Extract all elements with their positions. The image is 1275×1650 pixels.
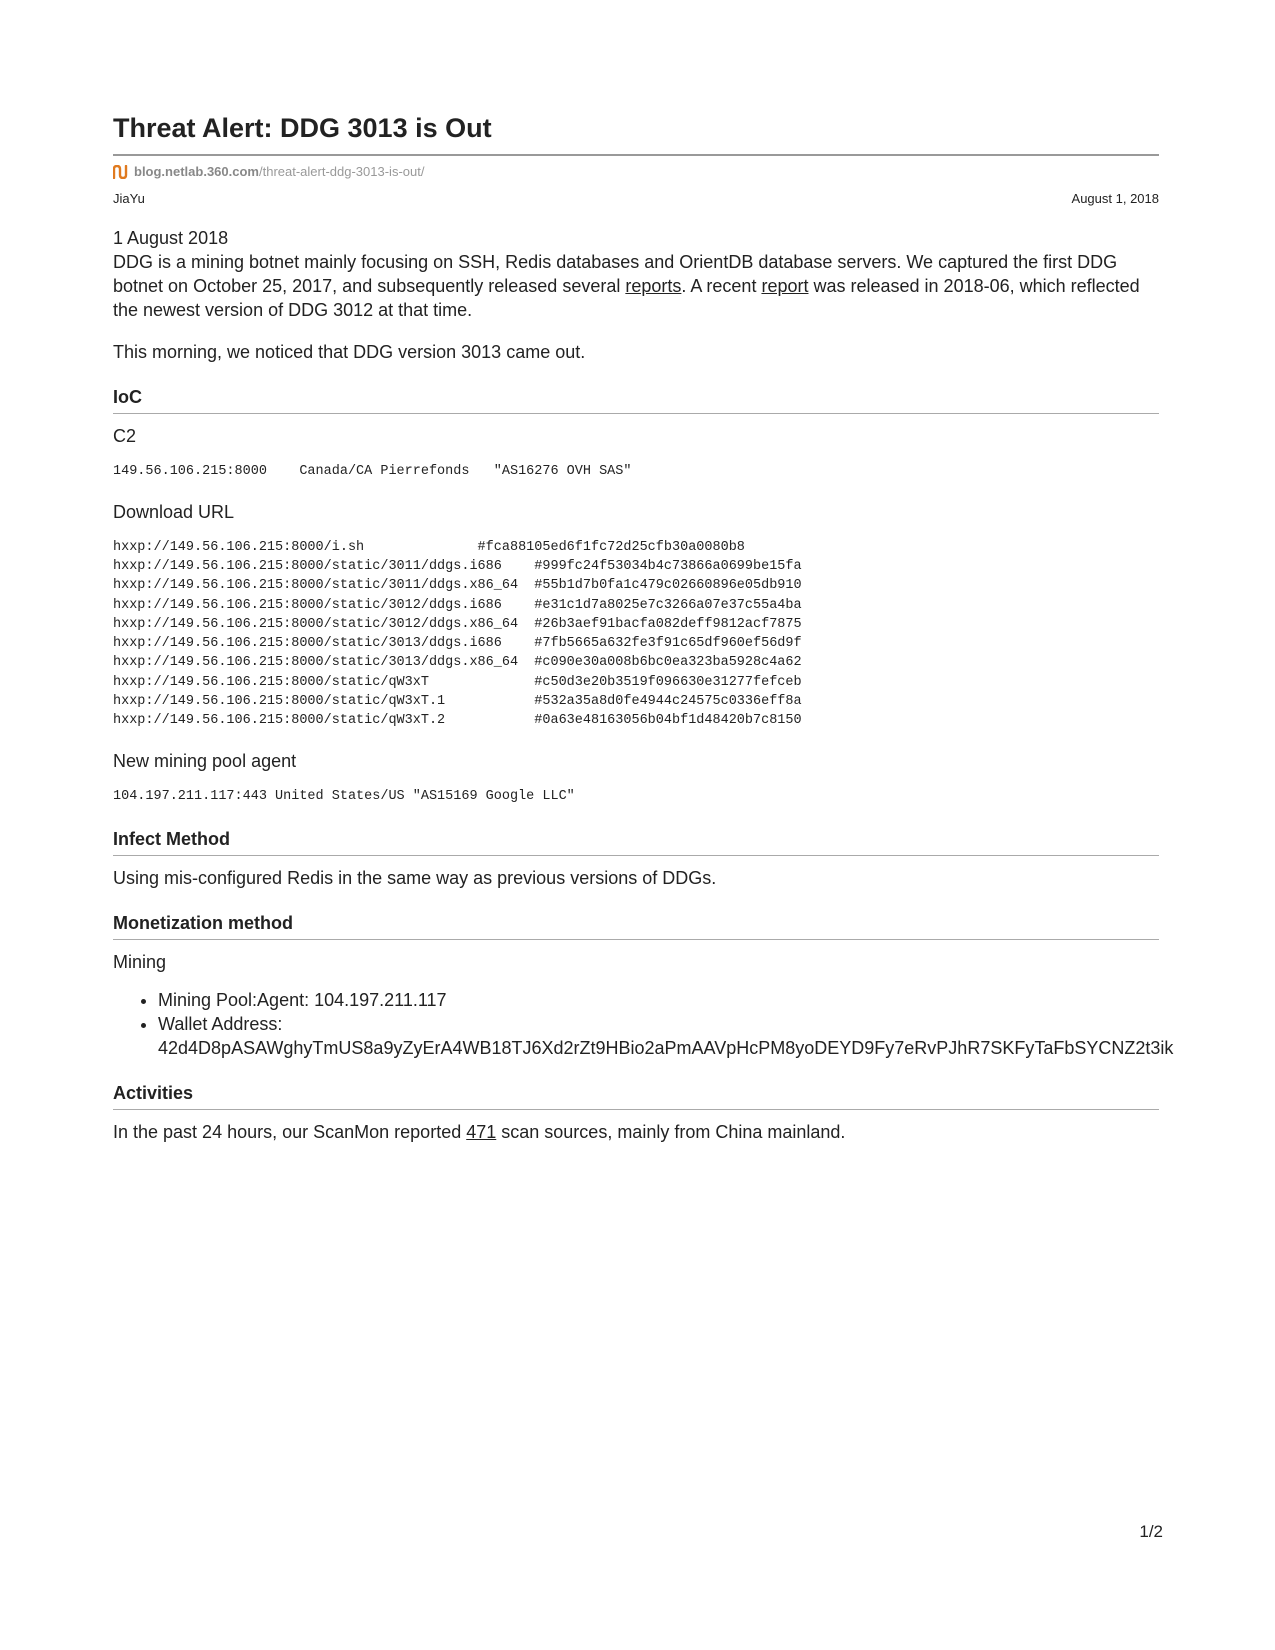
intro-text-1: DDG is a mining botnet mainly focusing on SSH, Redis databases and OrientDB database servers. We captured the first DDG botnet on October 25, 2017, and subsequently released several [113, 252, 1118, 297]
publish-date: August 1, 2018 [1071, 191, 1159, 207]
c2-label: C2 [113, 426, 137, 447]
source-link[interactable] [134, 164, 424, 179]
infect-method-heading: Infect Method [113, 828, 1159, 856]
activities-heading: Activities [113, 1082, 1159, 1110]
pool-agent-code-block: 104.197.211.117:443 United States/US "AS15169 Google LLC" [113, 788, 575, 804]
activities-text [113, 1120, 1159, 1144]
intro-text-3: was released in 2018-06, which reflected the newest version of DDG 3012 at that time. [113, 276, 1140, 321]
netlab-logo-icon [113, 165, 129, 179]
activities-text-2: scan sources, mainly from China mainland. [496, 1121, 846, 1142]
list-item [158, 1012, 1174, 1060]
list-item: • Mining Pool:Agent: 104.197.211.117 [158, 988, 1159, 1012]
reports-link[interactable]: reports [625, 276, 682, 297]
download-url-code-block: hxxp://149.56.106.215:8000/i.sh #fca88105ed6f1fc72d25cfb30a0080b8 hxxp://149.56.106.215:8000/static/3011/ddgs.i686 #999fc24f53034b4c73866a0699be15fa hxxp://149.56.106.215:8000/static/3011/ddgs.x86_64 #55b1d7b0fa1c479c02660896e05db910 hxxp://149.56.106.215:8000/static/3012/ddgs.i686 #e31c1d7a8025e7c3266a07e37c55a4ba hxxp://149.56.106.215:8000/static/3012/ddgs.x86_64 #26b3aef91bacfa082deff9812acf7875 hxxp://149.56.106.215:8000/static/3013/ddgs.i686 #7fb5665a632fe3f91c65df960ef56d9f hxxp://149.56.106.215:8000/static/3013/ddgs.x86_64 #c090e30a008b6bc0ea323ba5928c4a62 hxxp://149.56.106.215:8000/static/qW3xT #c50d3e20b3519f096630e31277fefceb hxxp://149.56.106.215:8000/static/qW3xT.1 #532a35a8d0fe4944c24575c0336eff8a hxxp://149.56.106.215:8000/static/qW3xT.2 #0a63e48163056b04bf1d48420b7c8150 [113, 539, 802, 729]
ioc-heading: IoC [113, 386, 1159, 414]
infect-method-text: Using mis-configured Redis in the same way as previous versions of DDGs. [113, 867, 717, 888]
monetization-heading: Monetization method [113, 912, 1159, 940]
source-domain: blog.netlab.360.com [134, 164, 259, 180]
source-line [113, 164, 1159, 179]
scan-sources-link[interactable]: 471 [466, 1121, 497, 1142]
article-title: Threat Alert: DDG 3013 is Out [113, 112, 1159, 156]
c2-code-block: 149.56.106.215:8000 Canada/CA Pierrefonds "AS16276 OVH SAS" [113, 464, 632, 480]
author: JiaYu [113, 191, 145, 207]
report-link[interactable]: report [761, 276, 809, 297]
pool-agent-label: New mining pool agent [113, 750, 297, 771]
page-number: 1/2 [1139, 1522, 1163, 1541]
intro-paragraph [113, 250, 1159, 322]
wallet-label: Wallet Address: [158, 1013, 283, 1034]
wallet-address: 42d4D8pASAWghyTmUS8a9yZyErA4WB18TJ6Xd2rZt9HBio2aPmAAVpHcPM8yoDEYD9Fy7eRvPJhR7SKFyTaFbSYCNZ2t3ik [158, 1037, 1174, 1058]
intro-text-2: . A recent [681, 276, 762, 297]
mining-label: Mining [113, 951, 167, 972]
source-path: /threat-alert-ddg-3013-is-out/ [258, 164, 425, 180]
meta-row [113, 191, 1159, 206]
date-line: 1 August 2018 [113, 228, 229, 249]
monetization-list [113, 988, 1174, 1060]
download-url-label: Download URL [113, 501, 235, 522]
activities-text-1: In the past 24 hours, our ScanMon reported [113, 1121, 467, 1142]
version-paragraph: This morning, we noticed that DDG version 3013 came out. [113, 342, 586, 363]
article [113, 112, 1174, 1144]
